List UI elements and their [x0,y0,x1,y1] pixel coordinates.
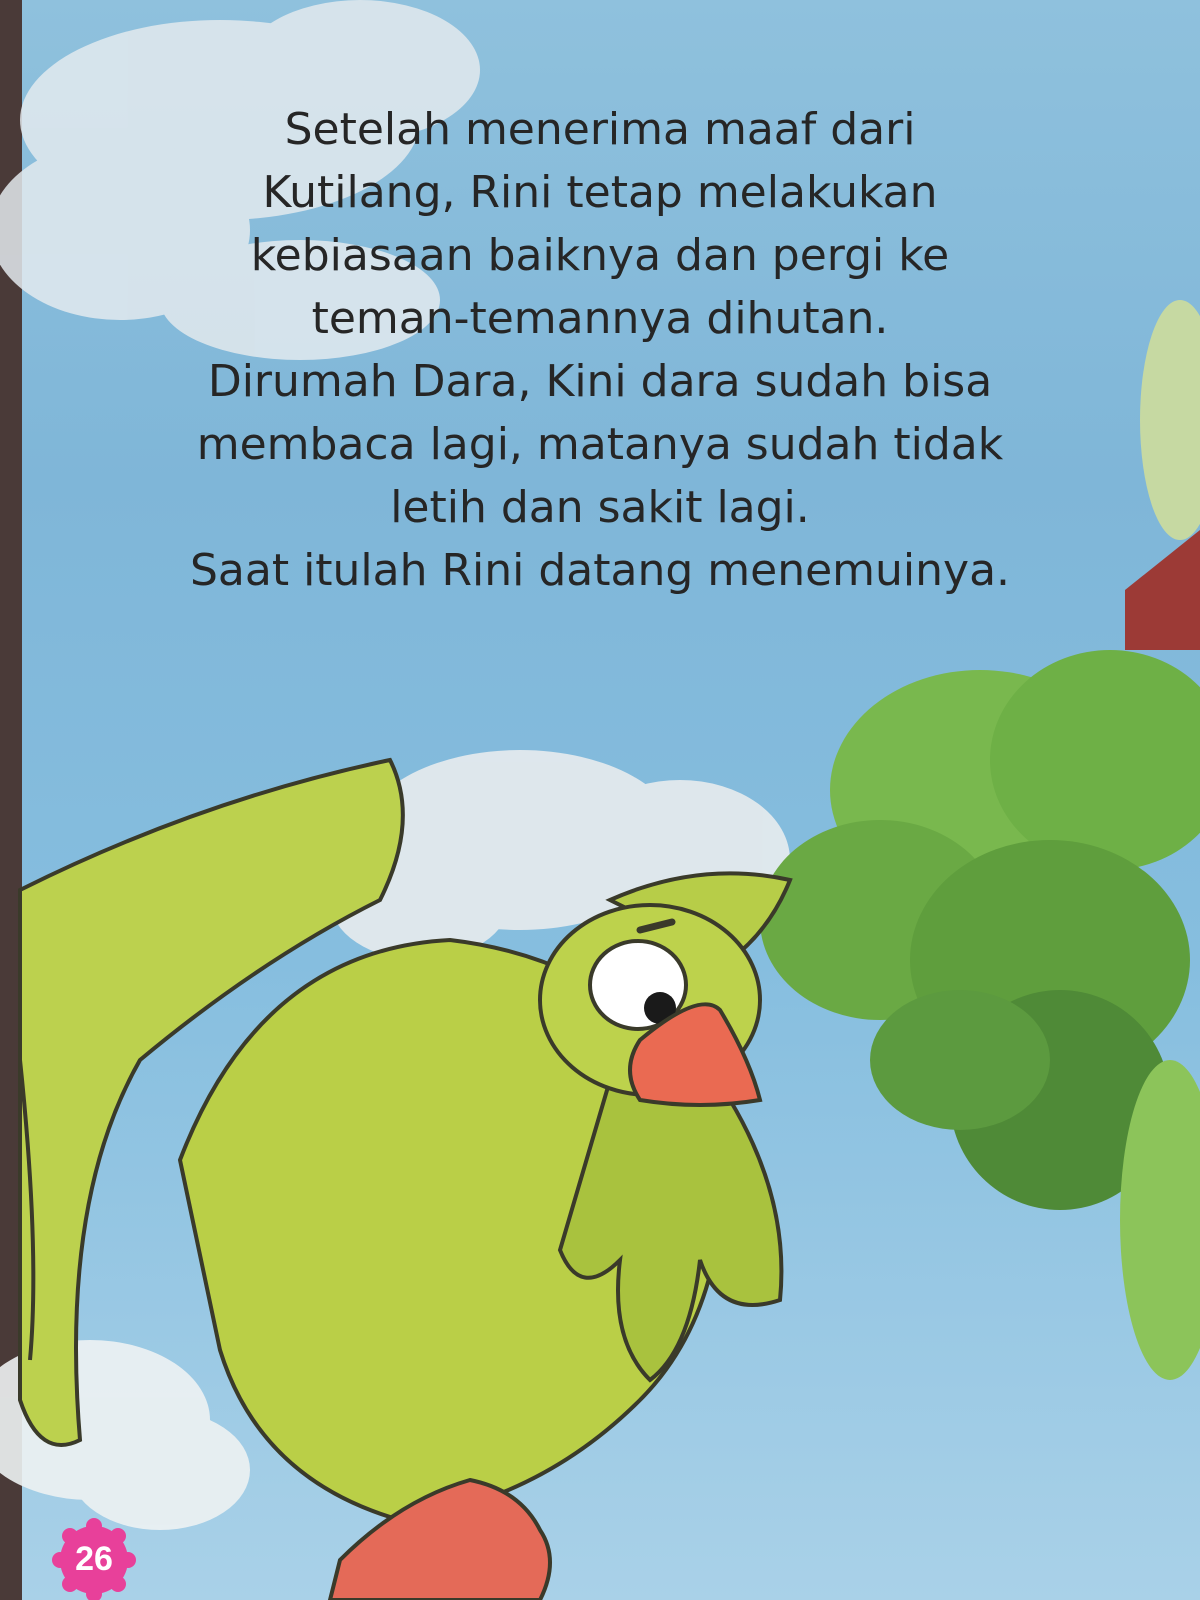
story-line: letih dan sakit lagi. [390,482,810,533]
story-text [120,98,1080,602]
story-line: teman-temannya dihutan. [311,293,889,344]
story-line: Setelah menerima maaf dari [284,104,916,155]
story-line: membaca lagi, matanya sudah tidak [196,419,1004,470]
roof-corner [1125,530,1200,650]
story-line: kebiasaan baiknya dan pergi ke [250,230,950,281]
story-line: Saat itulah Rini datang menemuinya. [189,545,1011,596]
story-line: Kutilang, Rini tetap melakukan [262,167,938,218]
page-number-badge [52,1518,136,1600]
story-line: Dirumah Dara, Kini dara sudah bisa [207,356,993,407]
page-number: 26 [75,1540,113,1578]
